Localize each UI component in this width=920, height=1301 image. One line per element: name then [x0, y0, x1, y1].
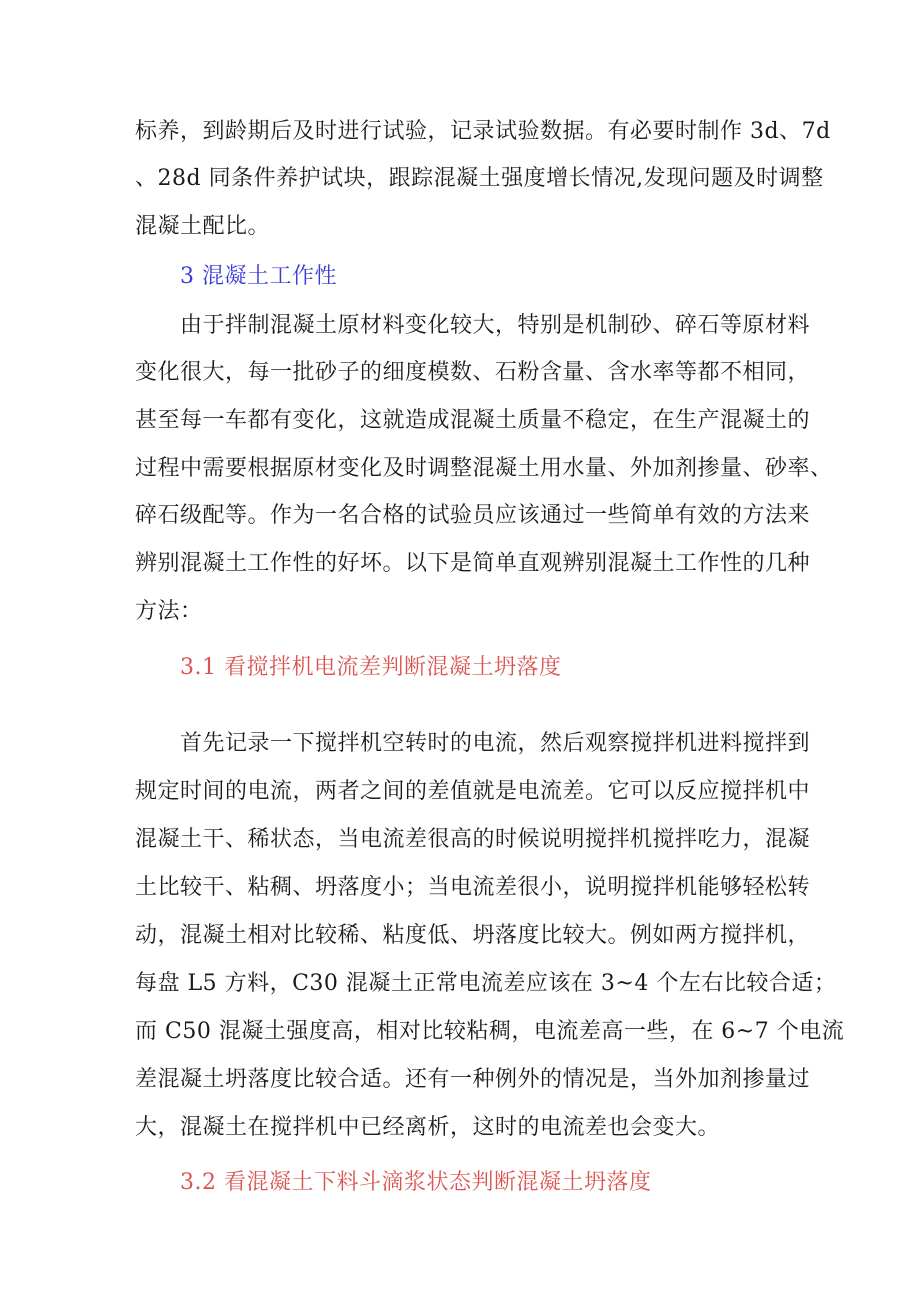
paragraph-line: 混凝土配比。	[135, 214, 271, 239]
paragraph-line: 标养，到龄期后及时进行试验，记录试验数据。有必要时制作 3d、7d	[135, 119, 831, 144]
paragraph-line: 而 C50 混凝土强度高，相对比较粘稠，电流差高一些，在 6~7 个电流	[135, 1019, 845, 1044]
paragraph-line: 规定时间的电流，两者之间的差值就是电流差。它可以反应搅拌机中	[135, 779, 811, 804]
paragraph-line: 过程中需要根据原材变化及时调整混凝土用水量、外加剂掺量、砂率、	[135, 456, 833, 481]
subsection-heading: 3.1 看搅拌机电流差判断混凝土坍落度	[180, 655, 562, 680]
paragraph-line: 动，混凝土相对比较稀、粘度低、坍落度比较大。例如两方搅拌机，	[135, 923, 811, 948]
paragraph-line: 、28d 同条件养护试块，跟踪混凝土强度增长情况,发现问题及时调整	[135, 166, 824, 191]
paragraph-line: 方法：	[135, 599, 203, 624]
paragraph-line: 混凝土干、稀状态，当电流差很高的时候说明搅拌机搅拌吃力，混凝	[135, 827, 811, 852]
paragraph-line: 碎石级配等。作为一名合格的试验员应该通过一些简单有效的方法来	[135, 503, 811, 528]
paragraph-line: 由于拌制混凝土原材料变化较大，特别是机制砂、碎石等原材料	[180, 313, 811, 338]
section-heading: 3 混凝土工作性	[180, 264, 337, 289]
paragraph-line: 甚至每一车都有变化，这就造成混凝土质量不稳定，在生产混凝土的	[135, 408, 811, 433]
paragraph-line: 大，混凝土在搅拌机中已经离析，这时的电流差也会变大。	[135, 1115, 721, 1140]
paragraph-line: 差混凝土坍落度比较合适。还有一种例外的情况是，当外加剂掺量过	[135, 1067, 811, 1092]
subsection-heading: 3.2 看混凝土下料斗滴浆状态判断混凝土坍落度	[180, 1170, 652, 1195]
paragraph-line: 变化很大，每一批砂子的细度模数、石粉含量、含水率等都不相同，	[135, 360, 811, 385]
paragraph-line: 辨别混凝土工作性的好坏。以下是简单直观辨别混凝土工作性的几种	[135, 551, 811, 576]
paragraph-line: 首先记录一下搅拌机空转时的电流，然后观察搅拌机进料搅拌到	[180, 731, 811, 756]
paragraph-line: 每盘 L5 方料，C30 混凝土正常电流差应该在 3~4 个左右比较合适；	[135, 971, 837, 996]
paragraph-line: 土比较干、粘稠、坍落度小；当电流差很小，说明搅拌机能够轻松转	[135, 875, 811, 900]
